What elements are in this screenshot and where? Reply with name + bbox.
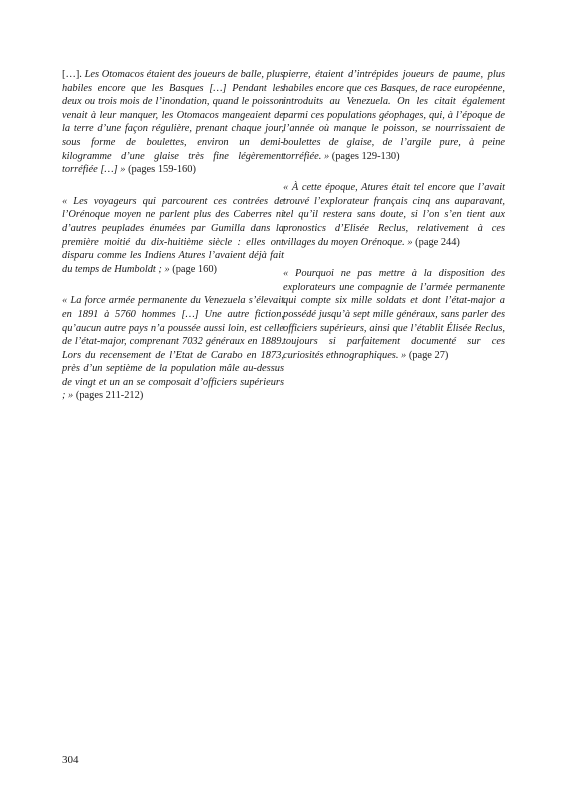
paragraph-lead: […]. [62,69,85,80]
quote-text: « Pourquoi ne pas mettre à la disposition des explorateurs une compagnie de l’armée permanente qui compte six mille soldats et dont l’état-major a possédé jusqu’à sept mille généraux, sans parler des officiers supérieurs, ainsi que l’établit Élisée Reclus, toujours si parfaitement documenté sur ces curiosités ethnographiques. » [283,268,505,361]
quote-paragraph [62,195,284,277]
quote-paragraph [62,294,284,403]
page-reference: (pages 211-212) [73,390,144,402]
page-reference: (pages 159-160) [125,164,196,176]
quote-paragraph [283,68,505,163]
right-column [283,68,505,380]
page-reference: (page 160) [169,263,217,275]
quote-text: « À cette époque, Atures était tel encore que l’avait trouvé l’explorateur français cinq ans auparavant, tel qu’il restera sans doute, si l’on s’en tient aux pronostics d’Elisée Reclus, relativement à ces villages du moyen Orénoque. » [283,182,505,248]
page-reference: (page 244) [412,236,460,248]
quote-text: « La force armée permanente du Venezuela s’élevait en 1891 à 5760 hommes […] Une autre fiction, qu’aucun autre pays n’a poussée aussi loin, est celle de l’état-major, comprenant 7032 généraux en 1889. Lors du recensement de l’Etat de Carabo en 1873, près d’un septième de la population mâle au-dessus de vingt et un an se composait d’officiers supérieurs ; » [62,295,284,402]
page-reference: (page 27) [406,349,449,361]
quote-text: Les Otomacos étaient des joueurs de balle, plus habiles encore que les Basques […] Pendant les deux ou trois mois de l’inondation, quand le poisson venait à leur manquer, les Otomacos mangeaient de la terre d’une façon régulière, prenant chaque jour, sous forme de boulettes, environ un demi-kilogramme d’une glaise très fine légèrement torréfiée […] » [62,69,284,176]
page-number: 304 [62,754,79,766]
quote-paragraph [62,68,284,177]
quote-text: « Les voyageurs qui parcourent ces contrées de l’Orénoque moyen ne parlent plus des Caberres ni d’autres peuplades énumées par Gumilla dans la première moitié du dix-huitième siècle : elles ont disparu comme les Indiens Atures l’avaient déjà fait du temps de Humboldt ; » [62,195,284,275]
quote-paragraph [283,181,505,249]
quote-paragraph [283,267,505,362]
page-reference: (pages 129-130) [329,150,400,162]
left-column [62,68,284,421]
quote-text: pierre, étaient d’intrépides joueurs de paume, plus habiles encore que ces Basques, de race européenne, introduits au Venezuela. On les citait également parmi ces populations géophages, qui, à l’époque de l’année où manque le poisson, se nourrissaient de boulettes de glaise, de l’argile pure, à peine torréfiée. » [283,69,505,162]
